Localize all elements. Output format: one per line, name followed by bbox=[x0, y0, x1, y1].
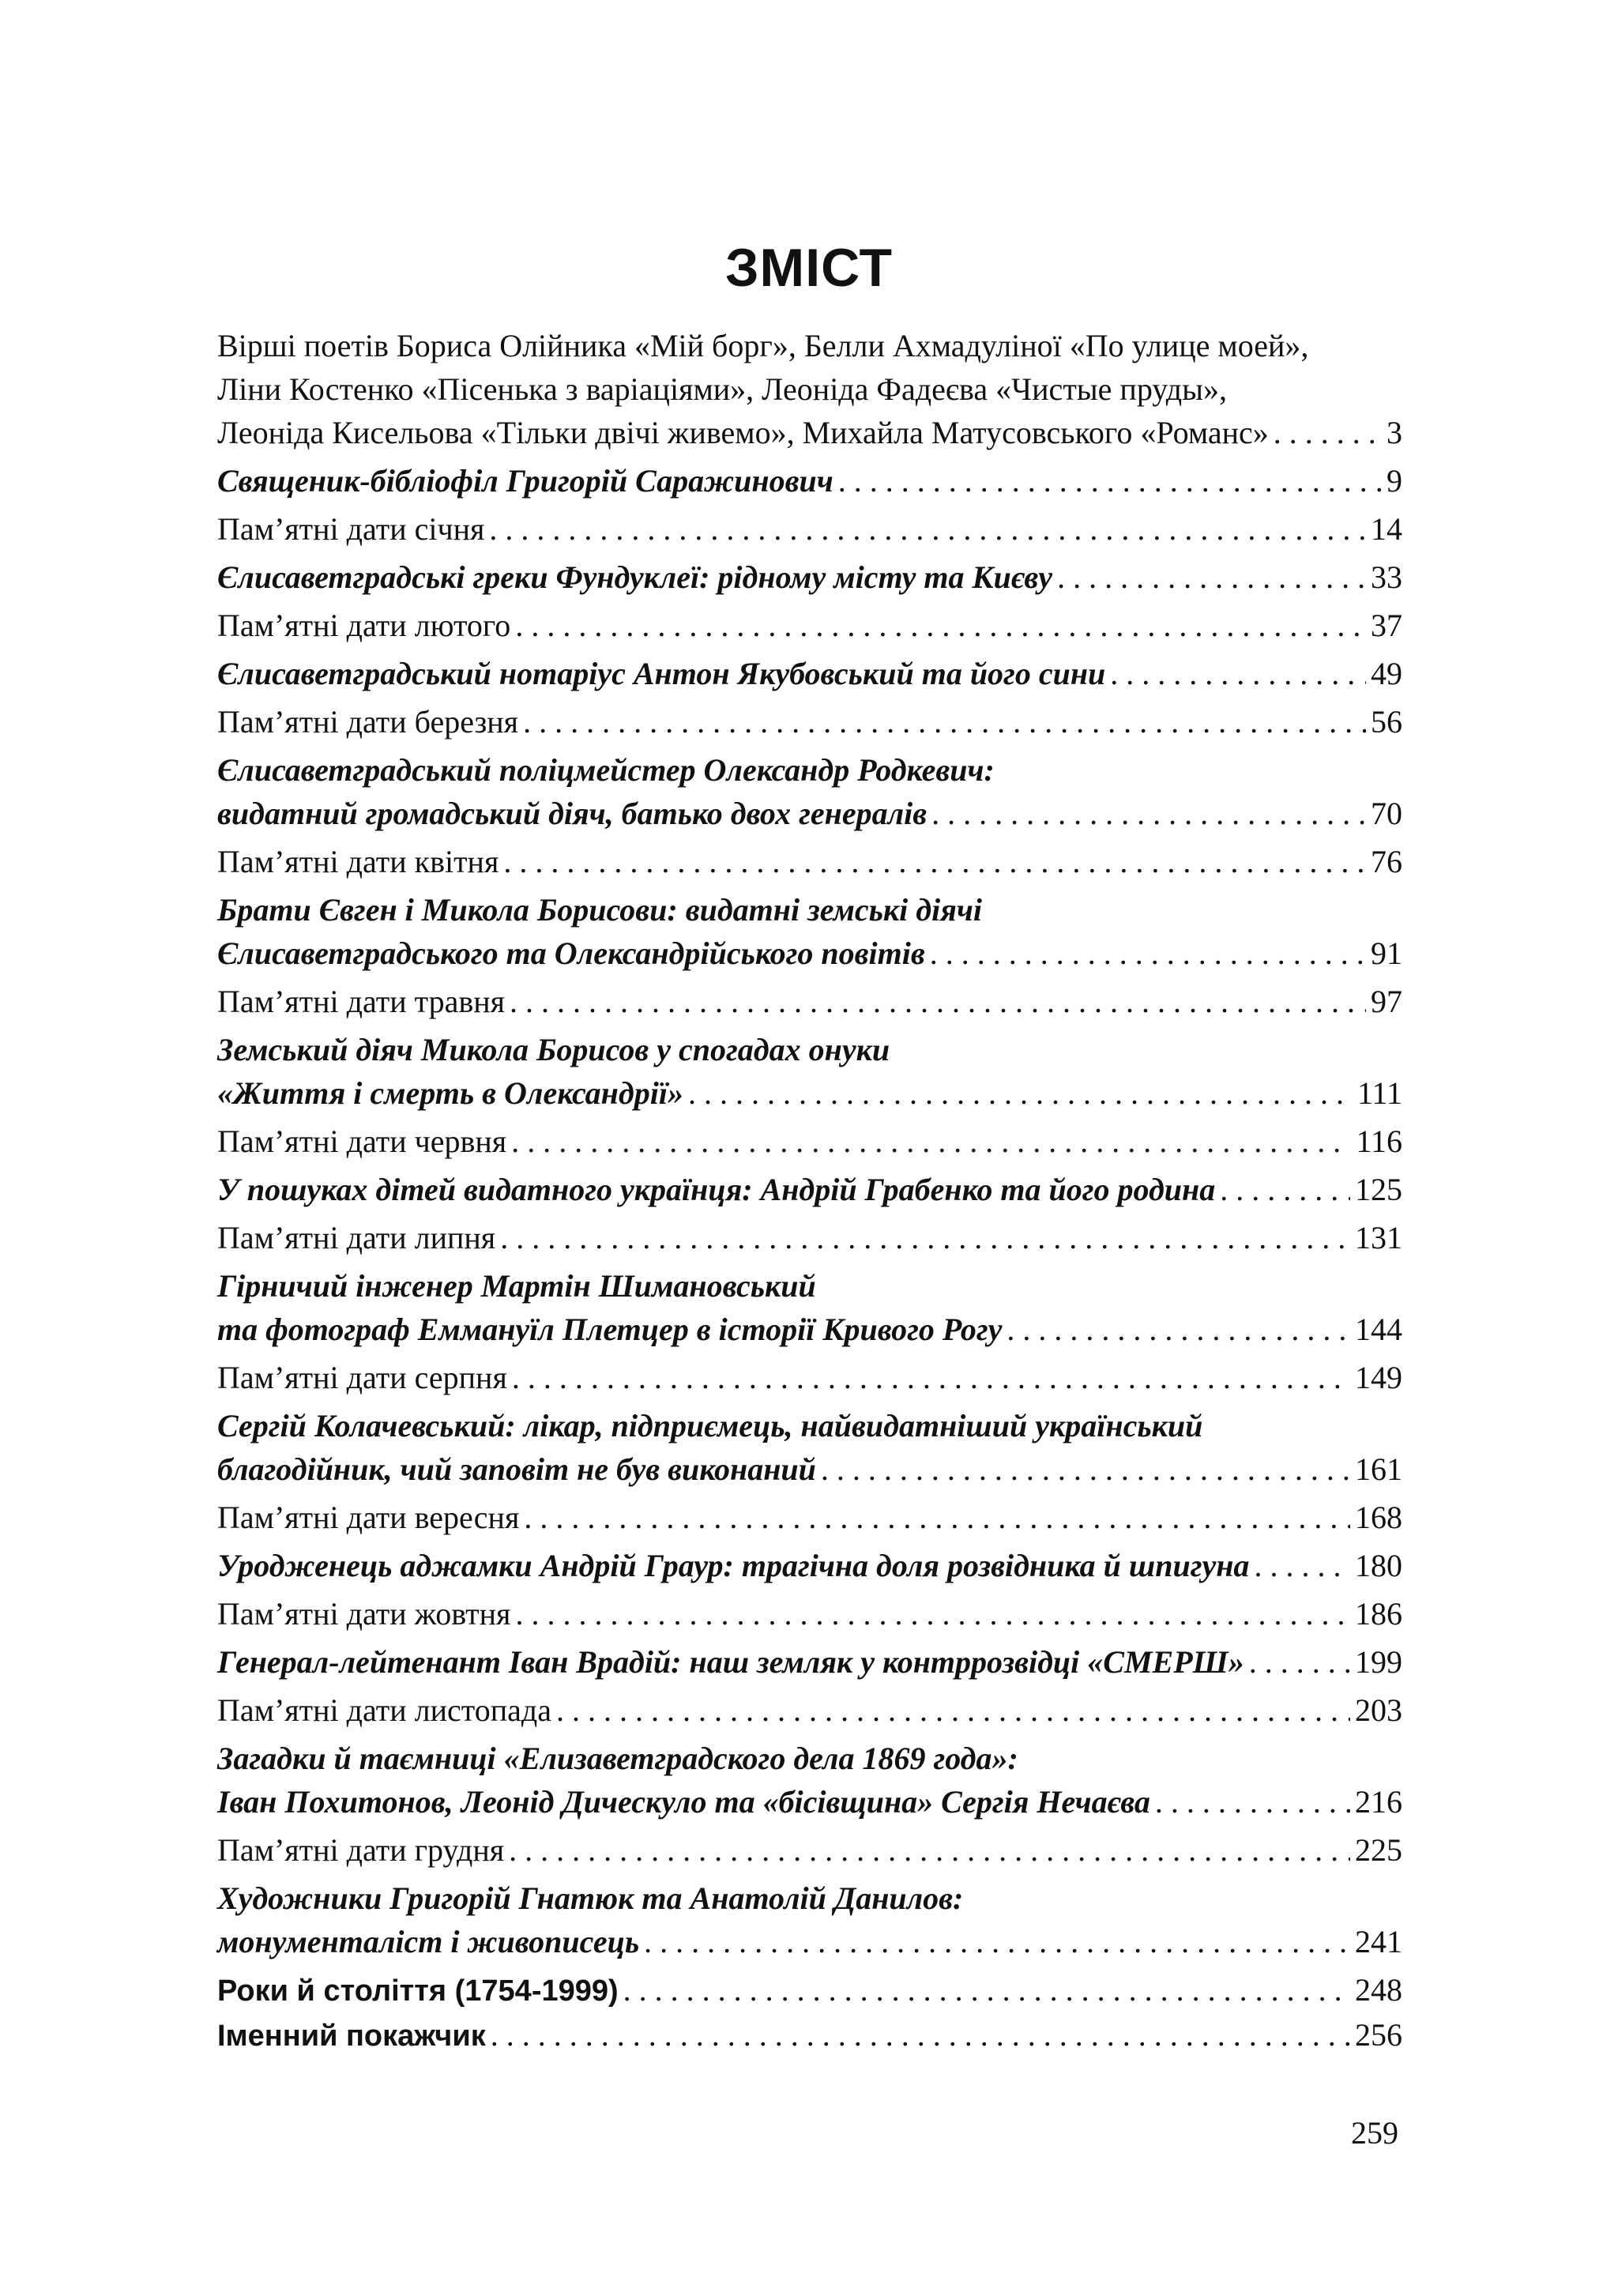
toc-entry-line: Художники Григорій Гнатюк та Анатолій Данилов: bbox=[217, 1880, 964, 1916]
toc-entry bbox=[217, 2013, 1402, 2058]
toc-entry bbox=[217, 1737, 1402, 1824]
toc-entry-final-line bbox=[217, 980, 1402, 1023]
toc-entry-title: Священик-бібліофіл Григорій Саражинович bbox=[217, 463, 833, 499]
dot-leader bbox=[511, 1120, 1351, 1163]
toc-entry-final-line bbox=[217, 652, 1402, 695]
toc-entry bbox=[217, 748, 1402, 835]
toc-entry bbox=[217, 604, 1402, 647]
toc-entry-final-line bbox=[217, 1216, 1402, 1259]
toc-entry bbox=[217, 1876, 1402, 1963]
toc-entry bbox=[217, 324, 1402, 454]
toc-entry-title: та фотограф Еммануїл Плетцер в історії Кривого Рогу bbox=[217, 1312, 1003, 1347]
toc-entry-title: Пам’ятні дати вересня bbox=[217, 1500, 520, 1535]
toc-page-number: 186 bbox=[1355, 1596, 1402, 1632]
dot-leader bbox=[931, 792, 1366, 835]
dot-leader bbox=[1220, 1168, 1350, 1211]
toc-page-number: 216 bbox=[1355, 1784, 1402, 1820]
dot-leader bbox=[1155, 1780, 1350, 1824]
toc-entry-final-line bbox=[217, 507, 1402, 551]
dot-leader bbox=[509, 1828, 1350, 1872]
toc-entry bbox=[217, 555, 1402, 599]
toc-page-number: 256 bbox=[1355, 2017, 1402, 2053]
toc-entry-final-line bbox=[217, 932, 1402, 975]
toc-entry bbox=[217, 1120, 1402, 1163]
toc-page-number: 76 bbox=[1371, 844, 1402, 879]
toc-entry-title: Пам’ятні дати червня bbox=[217, 1124, 507, 1159]
toc-entry bbox=[217, 1592, 1402, 1635]
dot-leader bbox=[930, 932, 1366, 975]
toc-entry-final-line bbox=[217, 1828, 1402, 1872]
toc-page-number: 33 bbox=[1371, 559, 1402, 595]
page-number: 259 bbox=[1351, 2115, 1398, 2151]
toc-page-number: 131 bbox=[1355, 1220, 1402, 1255]
toc-entry-title: Роки й століття (1754-1999) bbox=[217, 1974, 619, 2008]
toc-entry-line: Брати Євген і Микола Борисови: видатні земські діячі bbox=[217, 892, 982, 928]
dot-leader bbox=[523, 700, 1366, 743]
dot-leader bbox=[510, 980, 1366, 1023]
toc-entry-title: Леоніда Кисельова «Тільки двічі живемо», Михайла Матусовського «Романс» bbox=[217, 415, 1269, 450]
toc-entry-final-line bbox=[217, 840, 1402, 883]
toc-entry-line: Земський діяч Микола Борисов у спогадах онуки bbox=[217, 1032, 890, 1067]
toc-page-number: 161 bbox=[1355, 1451, 1402, 1487]
toc-entry-final-line bbox=[217, 1544, 1402, 1587]
toc-entry-line: Гірничий інженер Мартін Шимановський bbox=[217, 1268, 816, 1304]
toc-entry bbox=[217, 507, 1402, 551]
toc-entry-final-line bbox=[217, 792, 1402, 835]
toc-entry-title: Уродженець аджамки Андрій Граур: трагічна доля розвідника й шпигуна bbox=[217, 1548, 1250, 1583]
toc-entry-final-line bbox=[217, 1688, 1402, 1732]
dot-leader bbox=[1249, 1640, 1350, 1684]
toc-page-number: 37 bbox=[1371, 608, 1402, 643]
toc-entry-final-line bbox=[217, 555, 1402, 599]
dot-leader bbox=[489, 507, 1366, 551]
toc-entry-title: Пам’ятні дати квітня bbox=[217, 844, 499, 879]
toc-page-number: 111 bbox=[1356, 1075, 1402, 1111]
toc-entry-final-line bbox=[217, 411, 1402, 454]
dot-leader bbox=[524, 1496, 1350, 1539]
toc-page-number: 9 bbox=[1387, 463, 1402, 499]
dot-leader bbox=[512, 1356, 1350, 1399]
toc-entry-title: Пам’ятні дати березня bbox=[217, 704, 519, 740]
toc-page-number: 241 bbox=[1355, 1924, 1402, 1959]
toc-page-number: 56 bbox=[1371, 704, 1402, 740]
toc-entry bbox=[217, 980, 1402, 1023]
toc-page-number: 203 bbox=[1355, 1692, 1402, 1728]
toc-entry-title: Пам’ятні дати січня bbox=[217, 511, 485, 547]
toc-entry-title: Іменний покажчик bbox=[217, 2019, 486, 2053]
toc-entry-final-line bbox=[217, 1308, 1402, 1351]
toc-page-number: 225 bbox=[1355, 1832, 1402, 1868]
dot-leader bbox=[838, 459, 1382, 502]
toc-entry-title: благодійник, чий заповіт не був виконаний bbox=[217, 1451, 816, 1487]
dot-leader bbox=[556, 1688, 1350, 1732]
dot-leader bbox=[515, 604, 1366, 647]
toc-entry-final-line bbox=[217, 700, 1402, 743]
dot-leader bbox=[623, 1968, 1350, 2012]
toc-entry-final-line bbox=[217, 1120, 1402, 1163]
toc-entry bbox=[217, 1404, 1402, 1491]
toc-entry-final-line bbox=[217, 2013, 1402, 2058]
page-title: ЗМІСТ bbox=[724, 238, 894, 298]
toc-entry bbox=[217, 700, 1402, 743]
toc-entry-title: Пам’ятні дати серпня bbox=[217, 1360, 507, 1395]
toc-entry-title: монументаліст і живописець bbox=[217, 1924, 640, 1959]
toc-entry bbox=[217, 652, 1402, 695]
dot-leader bbox=[1274, 411, 1382, 454]
dot-leader bbox=[1057, 555, 1366, 599]
table-of-contents bbox=[217, 324, 1402, 2058]
toc-entry-title: Єлисаветградський нотаріус Антон Якубовський та його сини bbox=[217, 656, 1106, 691]
toc-page-number: 91 bbox=[1371, 935, 1402, 971]
toc-page-number: 149 bbox=[1355, 1360, 1402, 1395]
toc-page-number: 3 bbox=[1387, 415, 1402, 450]
toc-entry-final-line bbox=[217, 1168, 1402, 1211]
toc-entry-final-line bbox=[217, 1968, 1402, 2013]
toc-entry-title: Єлисаветградського та Олександрійського повітів bbox=[217, 935, 925, 971]
toc-entry-line: Вірші поетів Бориса Олійника «Мій борг», Белли Ахмадуліної «По улице моей», bbox=[217, 328, 1309, 363]
toc-entry-line: Ліни Костенко «Пісенька з варіаціями», Леоніда Фадеєва «Чистые пруды», bbox=[217, 371, 1228, 407]
toc-entry bbox=[217, 1216, 1402, 1259]
toc-entry-final-line bbox=[217, 1496, 1402, 1539]
toc-entry-final-line bbox=[217, 1071, 1402, 1115]
toc-entry bbox=[217, 459, 1402, 502]
dot-leader bbox=[644, 1920, 1350, 1963]
toc-entry-title: Єлисаветградські греки Фундуклеї: рідному місту та Києву bbox=[217, 559, 1053, 595]
dot-leader bbox=[821, 1447, 1350, 1491]
toc-entry-title: Пам’ятні дати грудня bbox=[217, 1832, 505, 1868]
toc-entry-final-line bbox=[217, 1447, 1402, 1491]
toc-entry bbox=[217, 1688, 1402, 1732]
toc-entry bbox=[217, 1356, 1402, 1399]
toc-entry-final-line bbox=[217, 1356, 1402, 1399]
toc-entry-line: Загадки й таємниці «Елизаветградского дела 1869 года»: bbox=[217, 1741, 1018, 1776]
toc-page-number: 144 bbox=[1355, 1312, 1402, 1347]
toc-entry bbox=[217, 1496, 1402, 1539]
toc-entry-final-line bbox=[217, 1920, 1402, 1963]
toc-entry-line: Єлисаветградський поліцмейстер Олександр Родкевич: bbox=[217, 752, 995, 788]
toc-entry bbox=[217, 1028, 1402, 1115]
dot-leader bbox=[491, 2013, 1350, 2057]
toc-entry-final-line bbox=[217, 1592, 1402, 1635]
dot-leader bbox=[515, 1592, 1350, 1635]
toc-entry bbox=[217, 1640, 1402, 1684]
toc-page-number: 97 bbox=[1371, 984, 1402, 1019]
toc-page-number: 116 bbox=[1356, 1124, 1402, 1159]
toc-entry bbox=[217, 1828, 1402, 1872]
toc-entry-title: Пам’ятні дати жовтня bbox=[217, 1596, 511, 1632]
toc-entry bbox=[217, 1968, 1402, 2013]
toc-page-number: 168 bbox=[1355, 1500, 1402, 1535]
toc-entry bbox=[217, 840, 1402, 883]
toc-entry-title: Пам’ятні дати лютого bbox=[217, 608, 511, 643]
dot-leader bbox=[688, 1071, 1353, 1115]
toc-entry-title: Іван Похитонов, Леонід Дическуло та «бісівщина» Сергія Нечаєва bbox=[217, 1784, 1150, 1820]
toc-entry-title: «Життя і смерть в Олександрії» bbox=[217, 1075, 683, 1111]
dot-leader bbox=[503, 840, 1366, 883]
toc-entry-line: Сергій Колачевський: лікар, підприємець, найвидатніший український bbox=[217, 1408, 1203, 1443]
toc-entry-title: Генерал-лейтенант Іван Врадій: наш земляк у контррозвідці «СМЕРШ» bbox=[217, 1644, 1244, 1680]
toc-page-number: 180 bbox=[1355, 1548, 1402, 1583]
dot-leader bbox=[1254, 1544, 1350, 1587]
toc-page-number: 199 bbox=[1355, 1644, 1402, 1680]
toc-entry bbox=[217, 888, 1402, 975]
toc-page-number: 14 bbox=[1371, 511, 1402, 547]
toc-page-number: 70 bbox=[1371, 796, 1402, 831]
toc-entry-title: видатний громадський діяч, батько двох генералів bbox=[217, 796, 928, 831]
toc-entry-final-line bbox=[217, 1780, 1402, 1824]
dot-leader bbox=[1110, 652, 1366, 695]
toc-entry bbox=[217, 1544, 1402, 1587]
toc-page-number: 248 bbox=[1355, 1972, 1402, 2008]
toc-entry-final-line bbox=[217, 459, 1402, 502]
toc-entry-final-line bbox=[217, 1640, 1402, 1684]
toc-entry-title: Пам’ятні дати липня bbox=[217, 1220, 496, 1255]
toc-entry-final-line bbox=[217, 604, 1402, 647]
toc-entry-title: Пам’ятні дати листопада bbox=[217, 1692, 551, 1728]
dot-leader bbox=[1007, 1308, 1350, 1351]
toc-page-number: 125 bbox=[1355, 1172, 1402, 1207]
toc-page-number: 49 bbox=[1371, 656, 1402, 691]
toc-entry bbox=[217, 1168, 1402, 1211]
toc-entry-title: У пошуках дітей видатного українця: Андрій Грабенко та його родина bbox=[217, 1172, 1216, 1207]
toc-entry-title: Пам’ятні дати травня bbox=[217, 984, 506, 1019]
toc-entry bbox=[217, 1264, 1402, 1351]
dot-leader bbox=[500, 1216, 1350, 1259]
